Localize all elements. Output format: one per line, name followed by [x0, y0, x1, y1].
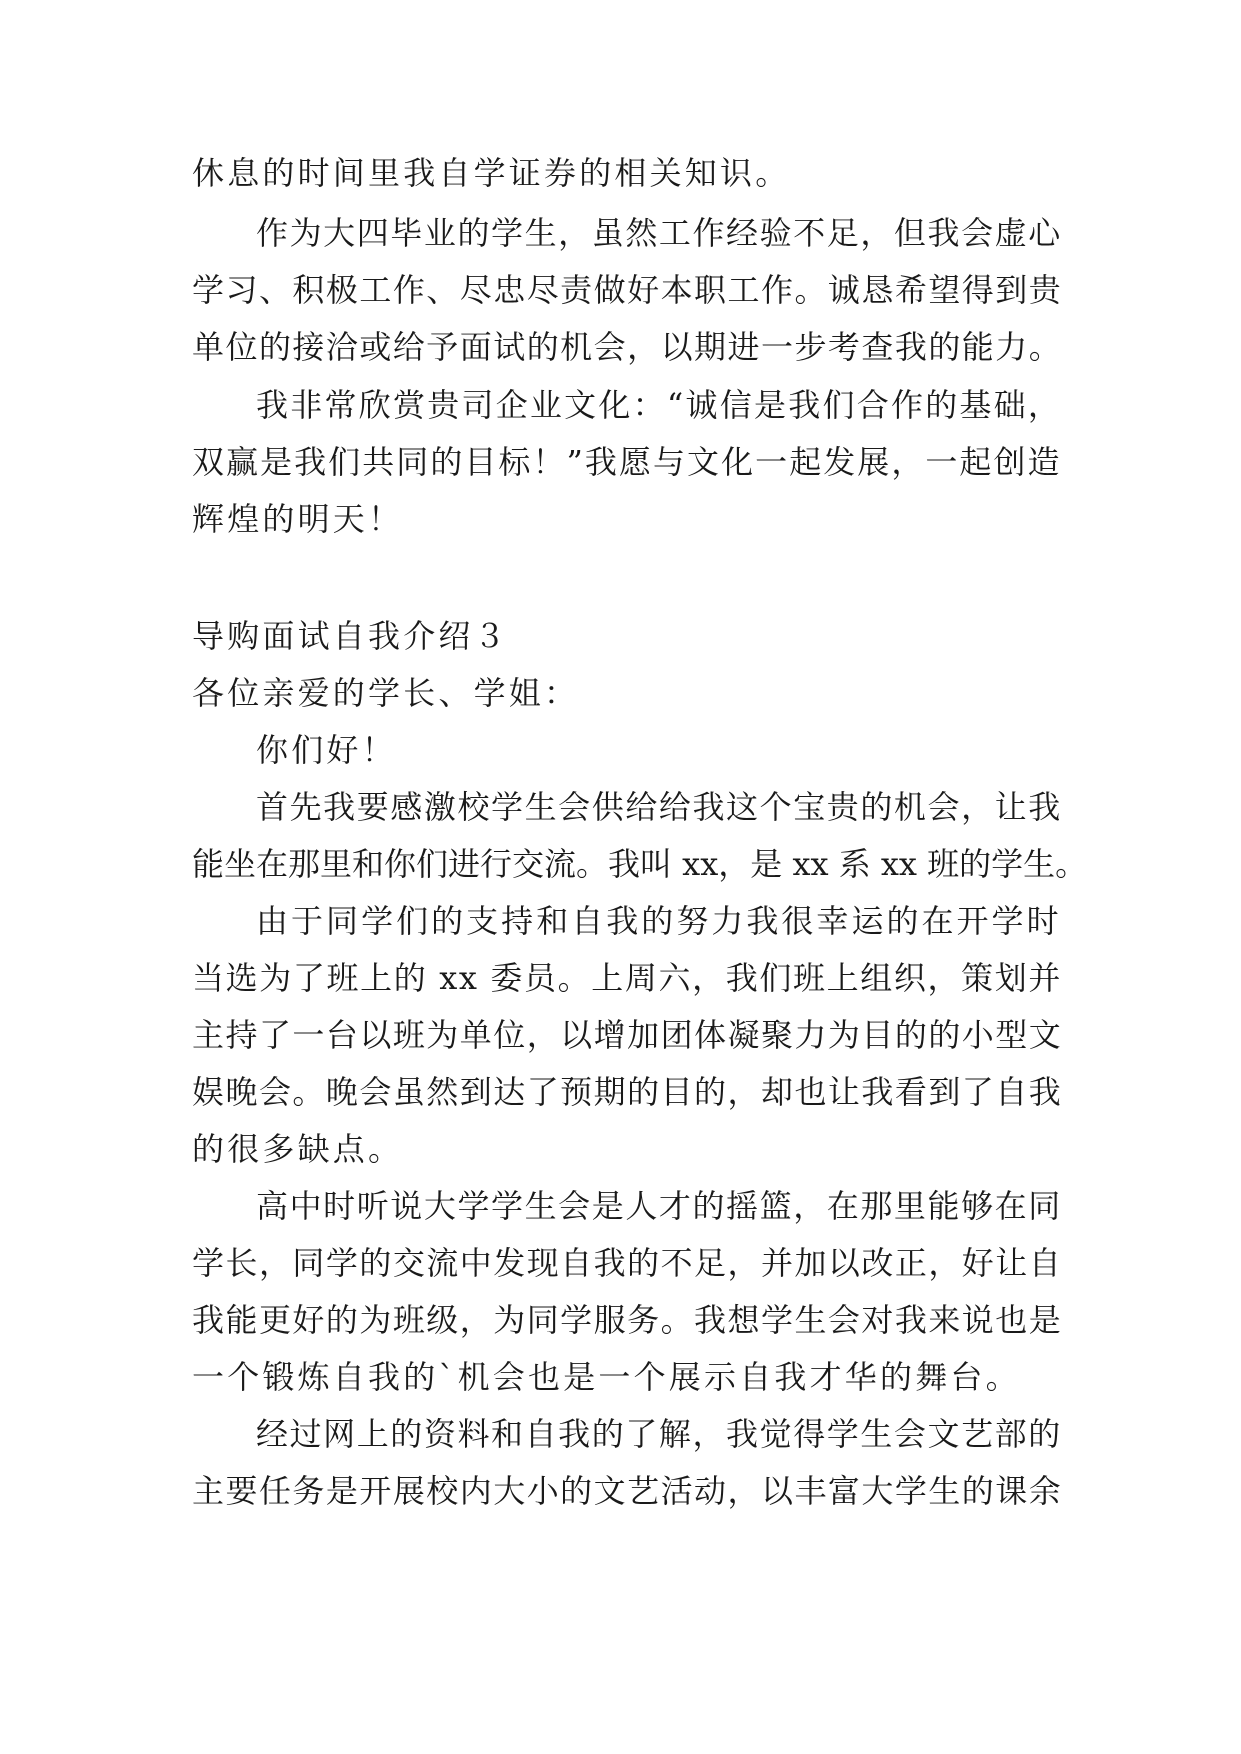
paragraph-line: 我非常欣赏贵司企业文化：“诚信是我们合作的基础，: [256, 386, 1063, 424]
greeting: 你们好！: [256, 731, 397, 769]
paragraph-line: 双赢是我们共同的目标！”我愿与文化一起发展，一起创造: [192, 443, 1062, 481]
paragraph-line: 当选为了班上的 xx 委员。上周六，我们班上组织，策划并: [192, 959, 1063, 997]
paragraph-line: 娱晚会。晚会虽然到达了预期的目的，却也让我看到了自我: [192, 1073, 1063, 1111]
paragraph-line: 一个锻炼自我的`机会也是一个展示自我才华的舞台。: [192, 1358, 1021, 1396]
paragraph-line: 的很多缺点。: [192, 1130, 404, 1168]
paragraph-line: 辉煌的明天！: [192, 500, 404, 538]
paragraph-line: 单位的接洽或给予面试的机会，以期进一步考查我的能力。: [192, 328, 1063, 366]
paragraph-line: 作为大四毕业的学生，虽然工作经验不足，但我会虚心: [256, 214, 1062, 252]
paragraph-line: 学长，同学的交流中发现自我的不足，并加以改正，好让自: [192, 1244, 1063, 1282]
paragraph-line: 由于同学们的支持和自我的努力我很幸运的在开学时: [256, 902, 1062, 940]
paragraph-line: 首先我要感激校学生会供给给我这个宝贵的机会，让我: [256, 788, 1062, 826]
paragraph-line: 学习、积极工作、尽忠尽责做好本职工作。诚恳希望得到贵: [192, 271, 1063, 309]
paragraph-line: 主要任务是开展校内大小的文艺活动，以丰富大学生的课余: [192, 1472, 1063, 1510]
paragraph-line: 我能更好的为班级，为同学服务。我想学生会对我来说也是: [192, 1301, 1063, 1339]
paragraph-line: 经过网上的资料和自我的了解，我觉得学生会文艺部的: [256, 1415, 1062, 1453]
section-title: 导购面试自我介绍３: [192, 617, 509, 655]
paragraph-line: 能坐在那里和你们进行交流。我叫 xx，是 xx 系 xx 班的学生。: [192, 845, 1088, 883]
paragraph-line: 休息的时间里我自学证券的相关知识。: [192, 154, 791, 192]
salutation: 各位亲爱的学长、学姐：: [192, 674, 580, 712]
paragraph-line: 主持了一台以班为单位，以增加团体凝聚力为目的的小型文: [192, 1016, 1063, 1054]
paragraph-line: 高中时听说大学学生会是人才的摇篮，在那里能够在同: [256, 1187, 1062, 1225]
